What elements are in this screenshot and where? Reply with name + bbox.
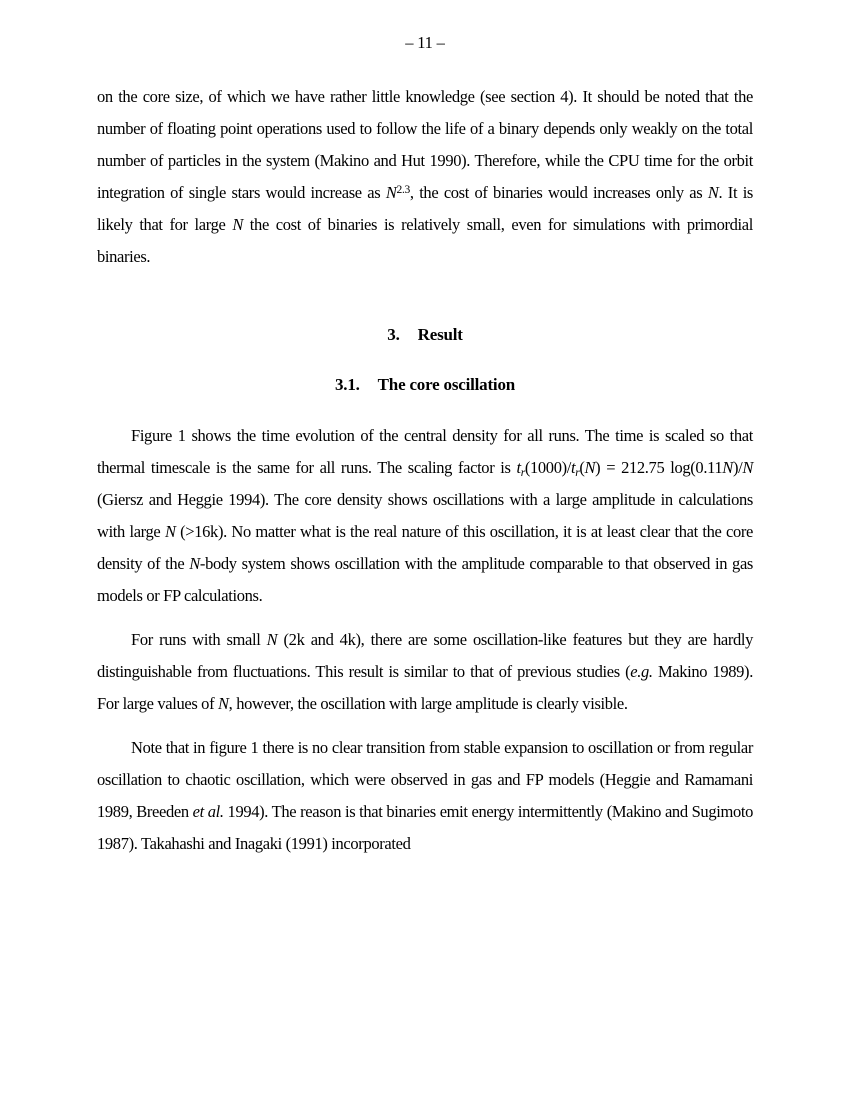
text-run: et al. bbox=[192, 802, 224, 821]
text-run: ( bbox=[579, 458, 585, 477]
text-run: (2k and 4k), there are some oscillation-like features but they are hardly distinguishable from fluctuations. This result is similar to that of previous studies ( bbox=[97, 630, 754, 681]
text-run: N bbox=[266, 630, 278, 649]
text-run: )/ bbox=[732, 458, 743, 477]
text-run: N bbox=[742, 458, 753, 477]
text-run: r bbox=[520, 467, 525, 480]
heading-title: Result bbox=[417, 325, 463, 344]
text-run: the cost of binaries is relatively small, even for simulations with primordial binaries. bbox=[97, 215, 753, 266]
text-run: ) = 212.75 log(0.11 bbox=[595, 458, 723, 477]
text-run: 1994). The reason is that binaries emit energy intermittently (Makino and Sugimoto 1987). Takahashi and Inagaki (1991) incorporated bbox=[97, 802, 753, 853]
heading-number: 3.1. bbox=[334, 375, 360, 394]
paragraph bbox=[97, 732, 753, 860]
text-run: Note that in figure 1 there is no clear transition from stable expansion to oscillation or from regular oscillation to chaotic oscillation, which were observed in gas and FP models (Heggie and Ramamani 1989, Breeden bbox=[97, 738, 753, 821]
text-run: -body system shows oscillation with the amplitude comparable to that observed in gas models or FP calculations. bbox=[97, 554, 753, 605]
page-number: – 11 – bbox=[405, 33, 445, 52]
text-run: For runs with small bbox=[131, 630, 267, 649]
paragraph bbox=[97, 420, 753, 612]
heading-title: The core oscillation bbox=[377, 375, 516, 394]
text-run: t bbox=[570, 458, 576, 477]
text-run: , the cost of binaries would increases only as bbox=[409, 183, 708, 202]
text-run: N bbox=[385, 183, 397, 202]
text-run: N bbox=[164, 522, 176, 541]
text-run: t bbox=[516, 458, 521, 477]
text-run: N bbox=[218, 694, 229, 713]
text-run: (>16k). No matter what is the real nature of this oscillation, it is at least clear that the core density of the bbox=[97, 522, 753, 573]
text-run: , however, the oscillation with large amplitude is clearly visible. bbox=[228, 694, 628, 713]
document-body bbox=[97, 81, 753, 860]
text-run: on the core size, of which we have rather little knowledge (see section 4). It should be noted that the number of floating point operations used to follow the life of a binary depends only weakly on the total number of particles in the system (Makino and Hut 1990). Therefore, while the CPU time for the orbit integration of single stars would increase as bbox=[97, 87, 753, 202]
text-run: 2.3 bbox=[396, 183, 410, 196]
paragraph bbox=[97, 81, 753, 273]
text-run: N bbox=[584, 458, 596, 477]
subsection-heading bbox=[97, 369, 753, 401]
text-run: N bbox=[722, 458, 733, 477]
text-run: N bbox=[707, 183, 719, 202]
text-run: e.g. bbox=[630, 662, 653, 681]
text-run: . It is likely that for large bbox=[97, 183, 753, 234]
text-run: r bbox=[575, 467, 580, 480]
text-run: (Giersz and Heggie 1994). The core density shows oscillations with a large amplitude in calculations with large bbox=[97, 490, 753, 541]
text-run: N bbox=[232, 215, 243, 234]
heading-number: 3. bbox=[387, 325, 400, 344]
text-run: N bbox=[189, 554, 200, 573]
text-run: Figure 1 shows the time evolution of the central density for all runs. The time is scaled so that thermal timescale is the same for all runs. The scaling factor is bbox=[97, 426, 753, 477]
section-heading bbox=[97, 319, 753, 351]
text-run: (1000)/ bbox=[524, 458, 571, 477]
paragraph bbox=[97, 624, 753, 720]
text-run: Makino 1989). For large values of bbox=[97, 662, 753, 713]
